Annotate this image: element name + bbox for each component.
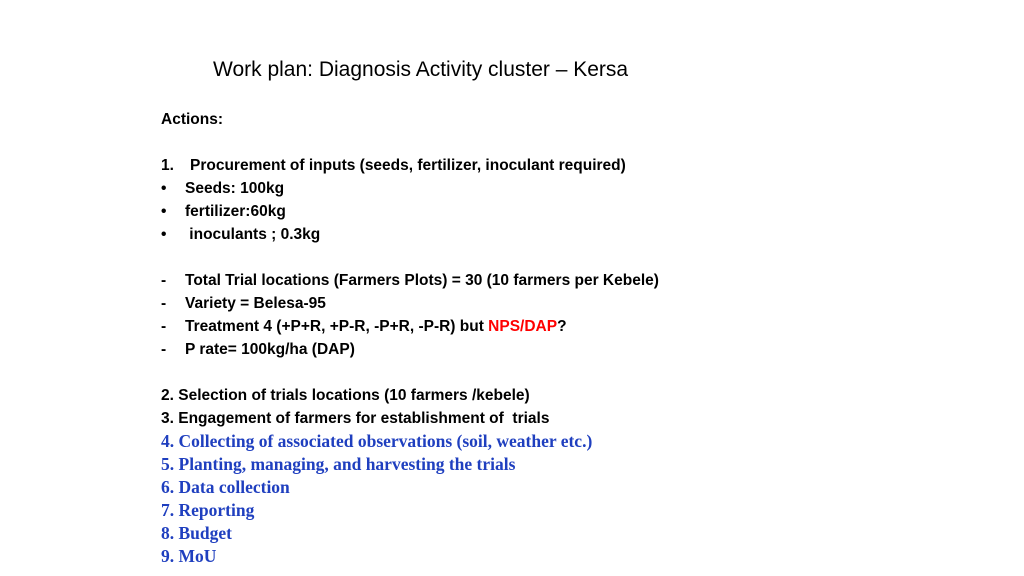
dash-item bbox=[161, 292, 981, 315]
dash-text: Total Trial locations (Farmers Plots) = 30 (10 farmers per Kebele) bbox=[185, 272, 659, 289]
highlight-text: NPS/DAP bbox=[488, 318, 558, 335]
bullet-text: inoculants ; 0.3kg bbox=[185, 226, 321, 243]
procurement-text: Procurement of inputs (seeds, fertilizer, inoculant required) bbox=[190, 157, 626, 174]
step-item: 3. Engagement of farmers for establishment of trials bbox=[161, 410, 550, 427]
dash-item bbox=[161, 269, 981, 292]
bullet-marker: • bbox=[161, 180, 167, 197]
actions-heading: Actions: bbox=[161, 111, 223, 128]
bullet-item bbox=[161, 223, 981, 246]
step-item-blue: 9. MoU bbox=[161, 546, 217, 566]
dash-marker: - bbox=[161, 318, 167, 335]
dash-text: Variety = Belesa-95 bbox=[185, 295, 326, 312]
slide-title: Work plan: Diagnosis Activity cluster – Kersa bbox=[213, 58, 629, 81]
bullet-text: Seeds: 100kg bbox=[185, 180, 285, 197]
step-item-blue: 7. Reporting bbox=[161, 500, 255, 520]
dash-text: Treatment 4 (+P+R, +P-R, -P+R, -P-R) but bbox=[185, 318, 489, 335]
spacer bbox=[161, 246, 981, 269]
bullet-marker: • bbox=[161, 226, 167, 243]
dash-text-after: ? bbox=[557, 318, 567, 335]
bullet-text: fertilizer:60kg bbox=[185, 203, 286, 220]
bullet-item bbox=[161, 177, 981, 200]
procurement-number: 1. bbox=[161, 157, 174, 174]
bullet-item bbox=[161, 200, 981, 223]
spacer bbox=[161, 131, 981, 154]
step-item-blue: 6. Data collection bbox=[161, 477, 290, 497]
step-item-blue: 4. Collecting of associated observations (soil, weather etc.) bbox=[161, 431, 593, 451]
slide-body bbox=[161, 108, 981, 568]
spacer bbox=[161, 361, 981, 384]
dash-item bbox=[161, 315, 981, 338]
procurement-item bbox=[161, 154, 981, 177]
step-item-blue: 8. Budget bbox=[161, 523, 232, 543]
dash-text: P rate= 100kg/ha (DAP) bbox=[185, 341, 355, 358]
step-item: 2. Selection of trials locations (10 farmers /kebele) bbox=[161, 387, 530, 404]
dash-marker: - bbox=[161, 341, 167, 358]
dash-marker: - bbox=[161, 272, 167, 289]
dash-marker: - bbox=[161, 295, 167, 312]
dash-item bbox=[161, 338, 981, 361]
step-item-blue: 5. Planting, managing, and harvesting the trials bbox=[161, 454, 516, 474]
bullet-marker: • bbox=[161, 203, 167, 220]
